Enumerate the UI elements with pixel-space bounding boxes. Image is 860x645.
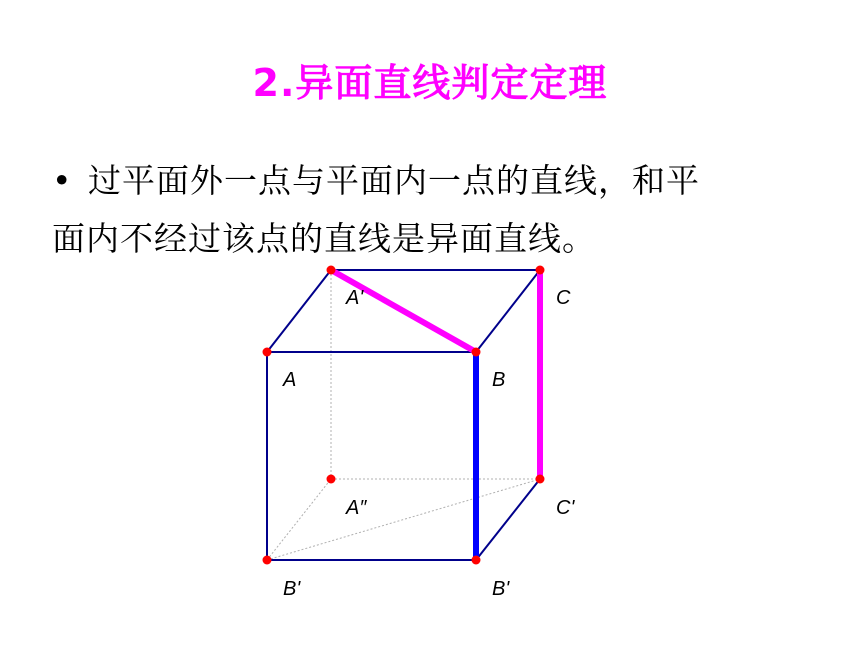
line-A-prime-B <box>331 270 476 352</box>
label-A: A <box>283 369 297 391</box>
label-A-prime: A' <box>346 287 364 309</box>
bullet: • <box>52 161 73 200</box>
edge-top-right <box>476 270 540 352</box>
label-B: B <box>492 369 506 391</box>
edge-bottom-right <box>476 479 540 560</box>
label-B-prime-right: B' <box>492 578 510 600</box>
hidden-diagonal <box>267 479 540 560</box>
label-B-prime-left: B' <box>283 578 301 600</box>
hidden-edge-back-left <box>267 479 331 560</box>
vertex-A-double-prime <box>327 475 336 484</box>
edge-top-left <box>267 270 331 352</box>
label-A-double-prime: A″ <box>346 497 367 519</box>
label-C-prime: C' <box>556 497 575 519</box>
label-C: C <box>556 287 571 309</box>
vertex-B-prime-left <box>263 556 272 565</box>
vertex-B <box>472 348 481 357</box>
statement-text-1: 过平面外一点与平面内一点的直线，和平 <box>88 161 700 200</box>
statement-line-2: 面内不经过该点的直线是异面直线。 <box>52 219 596 258</box>
vertex-C-prime <box>536 475 545 484</box>
vertex-C <box>536 266 545 275</box>
vertex-A-prime <box>327 266 336 275</box>
vertex-B-prime-right <box>472 556 481 565</box>
page-title: 2.异面直线判定定理 <box>252 61 608 105</box>
vertex-A <box>263 348 272 357</box>
